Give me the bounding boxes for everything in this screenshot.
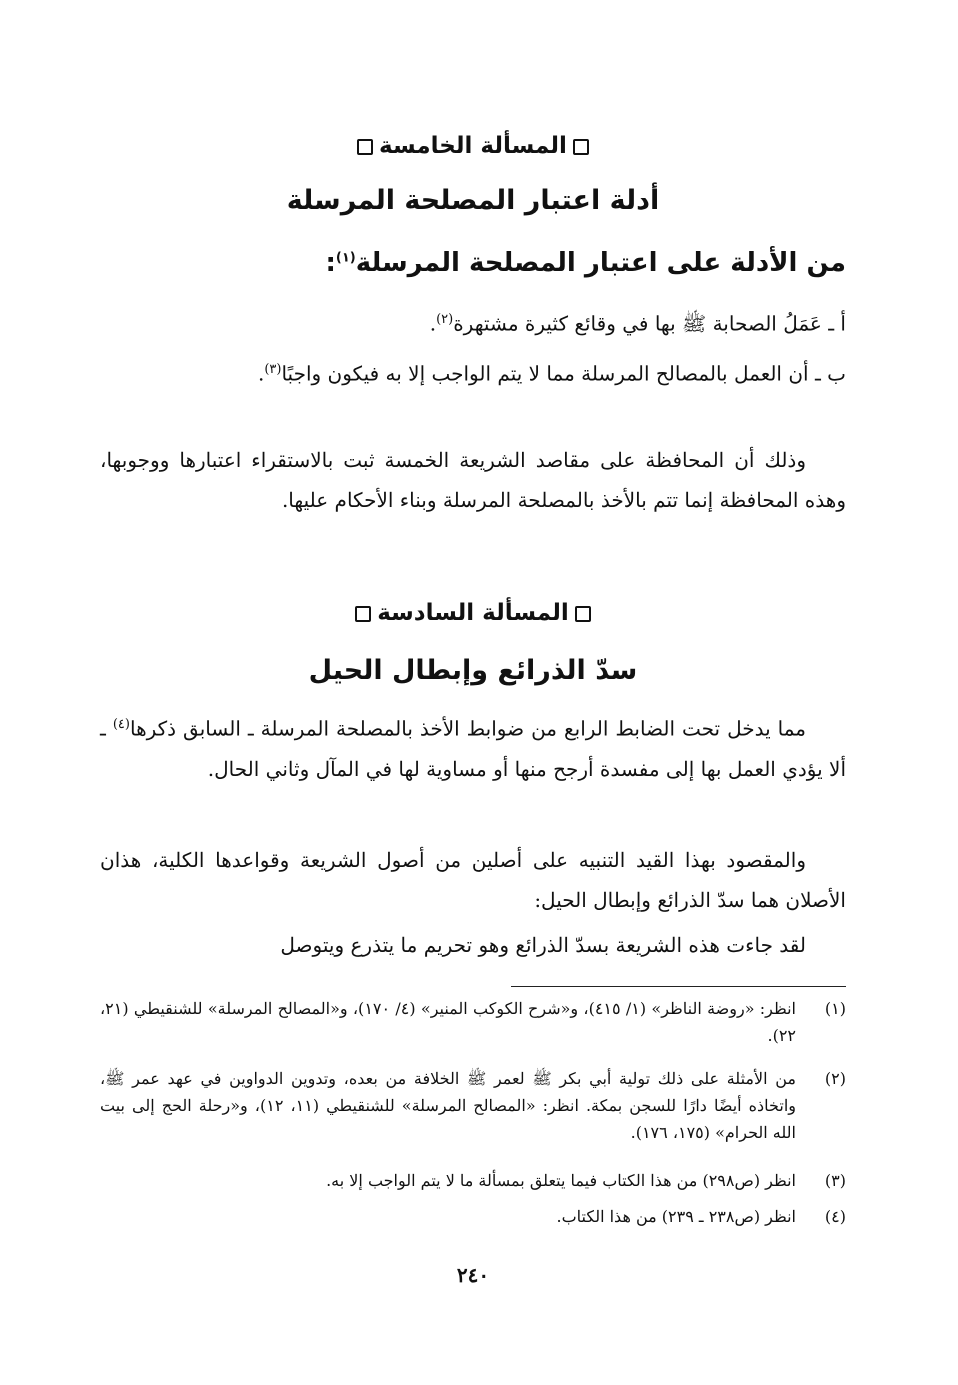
- point-b: ب ـ أن العمل بالمصالح المرسلة مما لا يتم الواجب إلا به فيكون واجبًا$^{(٣)}$.: [257, 361, 846, 386]
- footnote-ref: (١): [335, 250, 356, 266]
- footnote-ref: (٢): [436, 312, 454, 327]
- section6-paragraph-2: والمقصود بهذا القيد التنبيه على أصلين من أصول الشريعة وقواعدها الكلية، هذان الأصلان هما سدّ الذرائع وإبطال الحيل:: [100, 848, 846, 912]
- footnote-separator: [511, 986, 846, 987]
- book-page: [100, 0, 846, 1385]
- footnote-2: (٢) من الأمثلة على ذلك تولية أبي بكر ﷺ لعمر ﷺ الخلافة من بعده، وتدوين الدواوين في عهد عمر ﷺ، واتخاذه أيضًا دارًا للسجن بمكة. انظر: «المصالح المرسلة» للشنقيطي (١١، ١٢)، و«رحلة الحج إلى بيت الله الحرام» (١٧٥، ١٧٦).: [100, 1069, 846, 1142]
- point-a: أ ـ عَمَلُ الصحابة ﷺ بها في وقائع كثيرة مشتهرة$^{(٢)}$.: [429, 311, 846, 336]
- footnote-1: (١) انظر: «روضة الناظر» (١/ ٤١٥)، و«شرح الكوكب المنير» (٤/ ١٧٠)، و«المصالح المرسلة» للشنقيطي (٢١، ٢٢).: [100, 999, 846, 1045]
- section5-label: المسألة الخامسة: [100, 133, 846, 159]
- section5-paragraph: وذلك أن المحافظة على مقاصد الشريعة الخمسة ثبت بالاستقراء اعتبارها ووجوبها، وهذه المحافظة إنما تتم بالأخذ بالمصلحة المرسلة وبناء الأحكام عليها.: [100, 448, 846, 512]
- square-ornament-icon: [355, 606, 371, 622]
- square-ornament-icon: [357, 139, 373, 155]
- section6-paragraph-3: لقد جاءت هذه الشريعة بسدّ الذرائع وهو تحريم ما يتذرع ويتوصل: [280, 933, 806, 957]
- section6-paragraph-1: مما يدخل تحت الضابط الرابع من ضوابط الأخذ بالمصلحة المرسلة ـ السابق ذكرها$^{(٤)}$ ـ ألا يؤدي العمل بها إلى مفسدة أرجح منها أو مساوية لها في المآل وثاني الحال.: [100, 716, 846, 781]
- footnote-4: (٤) انظر (ص٢٣٨ ـ ٢٣٩) من هذا الكتاب.: [556, 1207, 846, 1226]
- section5-subheading: من الأدلة على اعتبار المصلحة المرسلة$^{(١)}$:: [325, 248, 846, 278]
- square-ornament-icon: [573, 139, 589, 155]
- footnote-ref: (٤): [112, 717, 130, 732]
- page-number: ٢٤٠: [456, 1263, 490, 1287]
- footnote-3: (٣) انظر (ص٢٩٨) من هذا الكتاب فيما يتعلق بمسألة ما لا يتم الواجب إلا به.: [326, 1171, 846, 1190]
- section5-title: أدلة اعتبار المصلحة المرسلة: [286, 185, 660, 216]
- section6-label: المسألة السادسة: [100, 600, 846, 626]
- square-ornament-icon: [575, 606, 591, 622]
- footnote-ref: (٣): [264, 362, 282, 377]
- section6-title: سدّ الذرائع وإبطال الحيل: [308, 655, 638, 686]
